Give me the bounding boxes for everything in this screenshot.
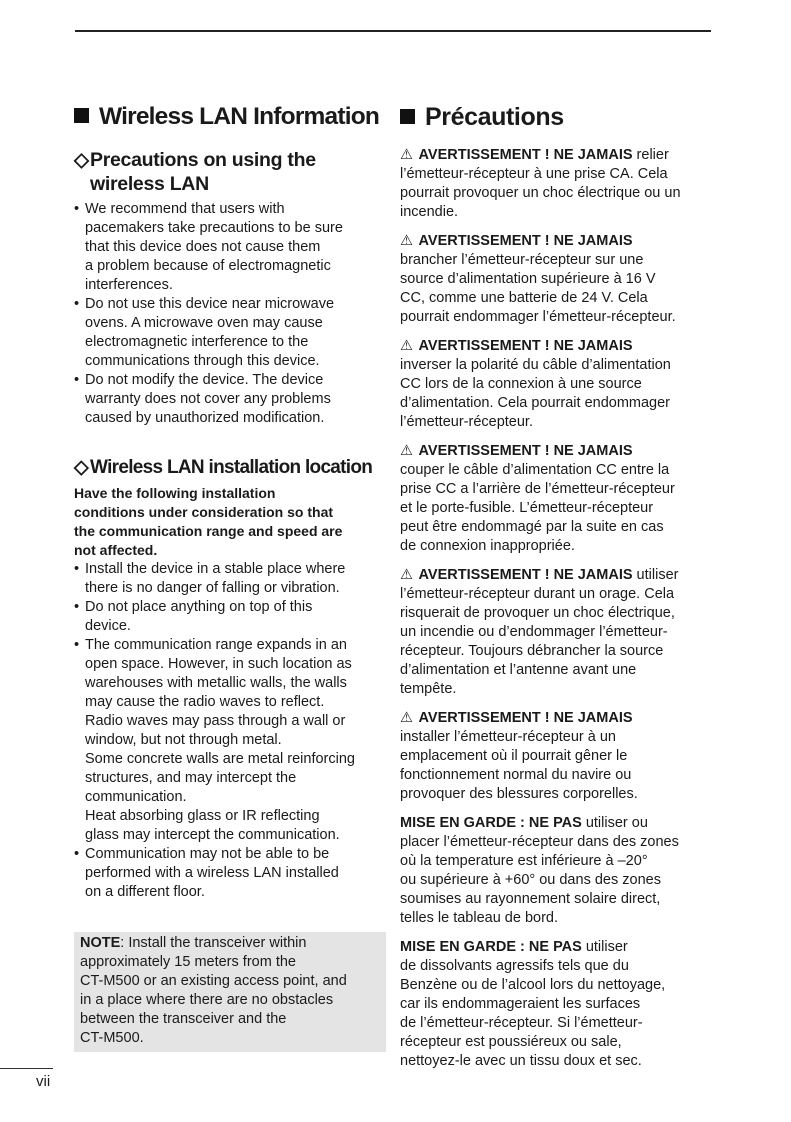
warning-triangle-icon: ⚠	[400, 233, 413, 249]
precautions-subheading: ◇Precautions on using the wireless LAN	[74, 149, 316, 195]
warning-triangle-icon: ⚠	[400, 338, 413, 354]
warning-paragraph: ⚠ AVERTISSEMENT ! NE JAMAIS inverser la polarité du câble d’alimentation CC lors de la connexion à une source d’alimentation. Cela pourrait endommager l’émetteur-récepteur.	[400, 338, 671, 430]
list-item: • Do not use this device near microwave ovens. A microwave oven may cause electromagnetic interference to the communications through this device.	[74, 295, 386, 371]
warning-triangle-icon: ⚠	[400, 147, 413, 163]
installation-subheading: ◇ Wireless LAN installation location	[74, 457, 373, 478]
note-label: NOTE	[80, 935, 121, 951]
page-number: vii	[36, 1073, 51, 1090]
list-item: • Do not modify the device. The device warranty does not cover any problems caused by unauthorized modification.	[74, 371, 386, 428]
left-column	[74, 100, 386, 1052]
diamond-icon: ◇	[74, 457, 88, 478]
installation-list	[74, 560, 386, 902]
diamond-icon: ◇	[74, 149, 89, 171]
warning-triangle-icon: ⚠	[400, 710, 413, 726]
list-item: • Do not place anything on top of this device.	[74, 598, 386, 636]
warning-paragraph: ⚠ AVERTISSEMENT ! NE JAMAIS couper le câble d’alimentation CC entre la prise CC a l’arrière de l’émetteur-récepteur et le porte-fusible. L’émetteur-récepteur peut être endommagé par la suite en cas de connexion inappropriée.	[400, 443, 675, 554]
caution-paragraph: MISE EN GARDE : NE PAS utiliser ou placer l’émetteur-récepteur dans des zones où la temperature est inférieure à –20° ou supérieure à +60° ou dans des zones soumises au rayonnement solaire direct, telles le tableau de bord.	[400, 815, 679, 926]
warning-paragraph: ⚠ AVERTISSEMENT ! NE JAMAIS relier l’émetteur-récepteur à une prise CA. Cela pourrait provoquer un choc électrique ou un incendie.	[400, 147, 681, 220]
list-item: • Communication may not be able to be performed with a wireless LAN installed on a different floor.	[74, 845, 386, 902]
wireless-lan-section-title: Wireless LAN Information	[74, 100, 386, 134]
square-bullet-icon	[400, 109, 415, 124]
warning-triangle-icon: ⚠	[400, 443, 413, 459]
warning-paragraph: ⚠ AVERTISSEMENT ! NE JAMAIS brancher l’émetteur-récepteur sur une source d’alimentation supérieure à 16 V CC, comme une batterie de 24 V. Cela pourrait endommager l’émetteur-récepteur.	[400, 233, 676, 325]
warning-triangle-icon: ⚠	[400, 567, 413, 583]
warning-paragraph: ⚠ AVERTISSEMENT ! NE JAMAIS utiliser l’émetteur-récepteur durant un orage. Cela risquerait de provoquer un choc électrique, un incendie ou d’endommager l’émetteur- récepteur. Toujours débrancher la source d’alimentation et l’antenne avant une tempête.	[400, 567, 679, 697]
warning-paragraph: ⚠ AVERTISSEMENT ! NE JAMAIS installer l’émetteur-récepteur à un emplacement où il pourrait gêner le fonctionnement normal du navire ou provoquer des blessures corporelles.	[400, 710, 638, 802]
list-item: • The communication range expands in an open space. However, in such location as warehouses with metallic walls, the walls may cause the radio waves to reflect. Radio waves may pass through a wall or window, but not through metal. Some concrete walls are metal reinforcing structures, and may intercept the communication. Heat absorbing glass or IR reflecting glass may intercept the communication.	[74, 636, 386, 845]
page-number-rule	[0, 1068, 53, 1069]
precautions-section-title: Précautions	[400, 100, 714, 134]
precautions-list	[74, 200, 386, 428]
installation-intro: Have the following installation conditions under consideration so that the communication range and speed are not affected.	[74, 485, 343, 558]
list-item: • We recommend that users with pacemakers take precautions to be sure that this device does not cause them a problem because of electromagnetic interferences.	[74, 200, 386, 295]
square-bullet-icon	[74, 108, 89, 123]
right-column	[400, 100, 714, 1081]
list-item: • Install the device in a stable place where there is no danger of falling or vibration.	[74, 560, 386, 598]
note-box: NOTE: Install the transceiver within approximately 15 meters from the CT-M500 or an existing access point, and in a place where there are no obstacles between the transceiver and the CT-M500.	[74, 932, 386, 1052]
top-rule	[75, 30, 711, 32]
caution-paragraph: MISE EN GARDE : NE PAS utiliser de dissolvants agressifs tels que du Benzène ou de l’alcool lors du nettoyage, car ils endommageraient les surfaces de l’émetteur-récepteur. Si l’émetteur- récepteur est poussiéreux ou sale, nettoyez-le avec un tissu doux et sec.	[400, 939, 666, 1069]
